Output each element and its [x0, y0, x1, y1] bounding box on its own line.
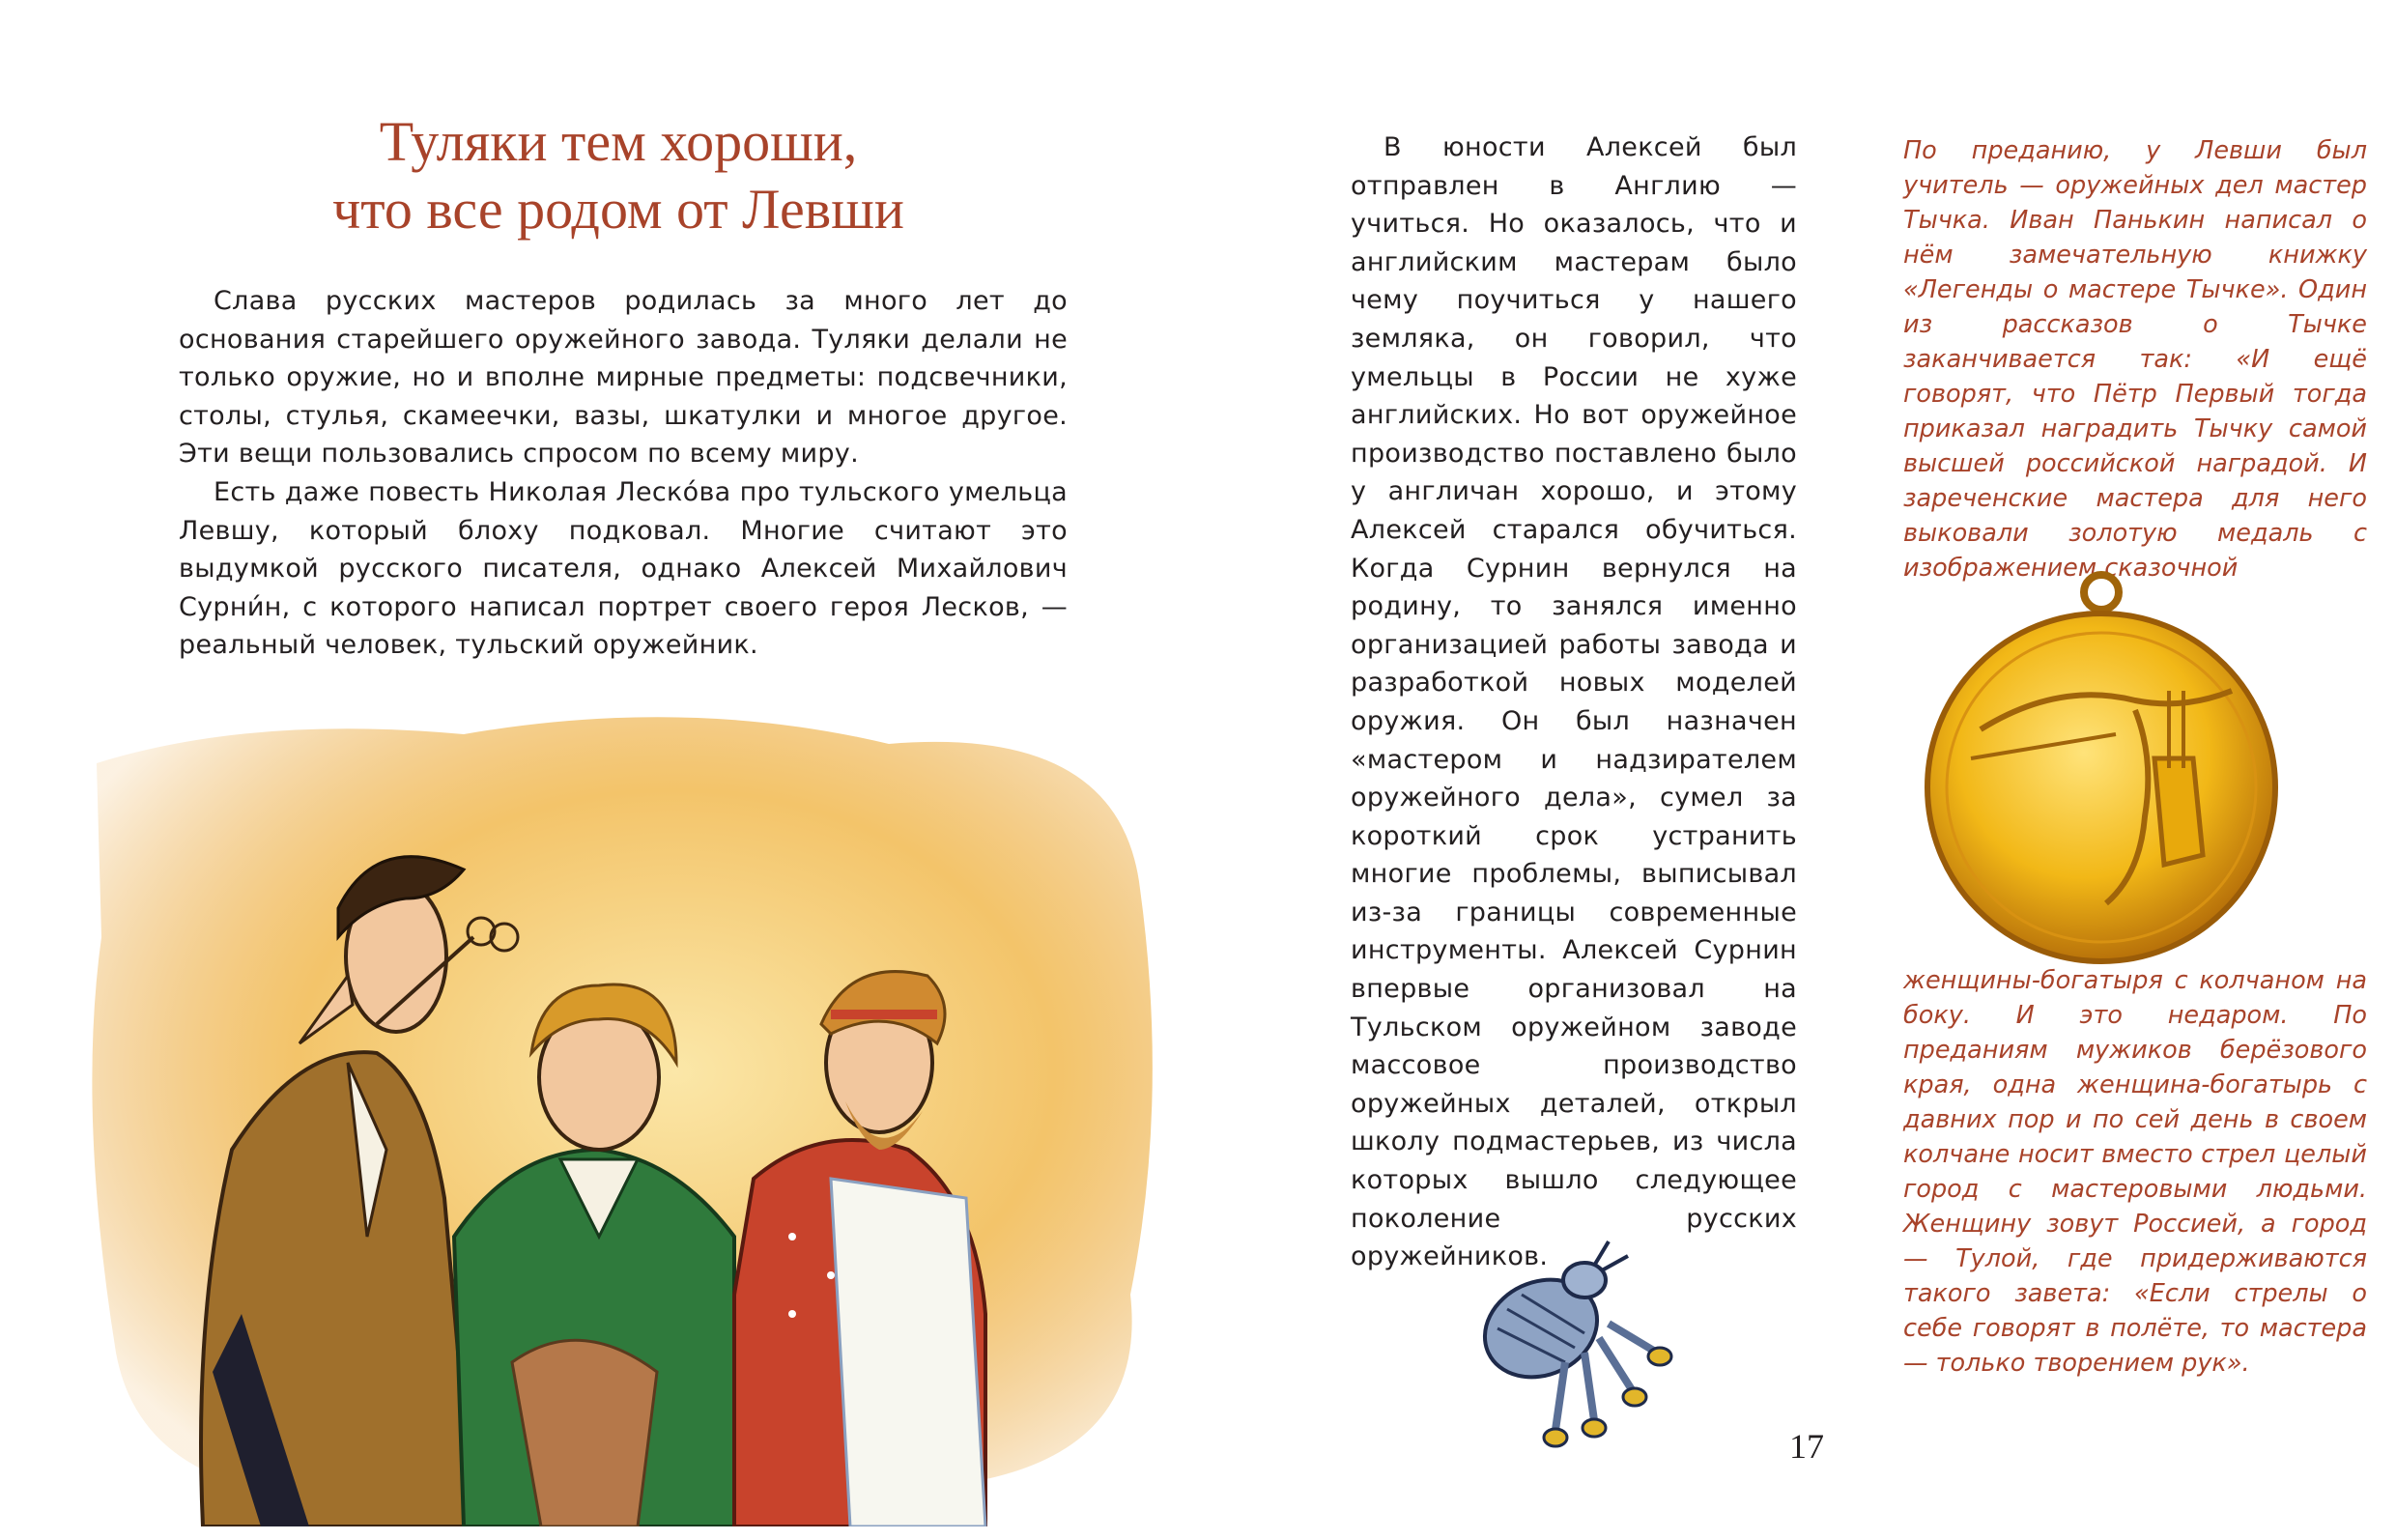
paragraph: Есть даже повесть Николая Леско́ва про тульского умельца Левшу, который блоху подковал. Многие считают это выдумкой русского писателя, однако Алексей Михайлович Сурни́н, с которого написал портрет своего героя Лесков, — реальный человек, тульский оружейник. [179, 476, 1068, 661]
sidebar-paragraph: По преданию, у Левши был учитель — оружейных дел мастер Тычка. Иван Панькин написал о нём замечательную книжку «Легенды о мастере Тычке». Один из рассказов о Тычке заканчивается так: «И ещё говорят, что Пётр Первый тогда приказал наградить Тычку самой высшей российской наградой. И зареченские мастера для него выковали золотую медаль с изображением сказочной [1903, 136, 2367, 583]
title-line-2: что все родом от Левши [332, 178, 904, 241]
left-body-text [179, 282, 1068, 665]
page-number: 17 [1789, 1427, 1824, 1466]
title-line-1: Туляки тем хороши, [379, 110, 858, 173]
steel-flea-image [1449, 1227, 1681, 1478]
gold-medal-image [1913, 565, 2290, 971]
chapter-title [222, 108, 1014, 243]
sidebar-legend-top [1903, 133, 2367, 585]
sidebar-paragraph: женщины-богатыря с колчаном на боку. И это недаром. По преданиям мужиков берёзового края, одна женщина-богатырь с давних пор и по сей день в своем колчане носит вместо стрел целый город с мастеровыми людьми. Женщину зовут Россией, а город — Тулой, где придерживаются такого завета: «Если стрелы о себе говорят в полёте, то мастера — только творением рук». [1903, 966, 2367, 1378]
sidebar-legend-bottom [1903, 963, 2367, 1381]
right-page [1198, 0, 2396, 1540]
paragraph: Слава русских мастеров родилась за много лет до основания старейшего оружейного завода. Туляки делали не только оружие, но и вполне мирные предметы: подсвечники, столы, стулья, скамеечки, вазы, шкатулки и многое другое. Эти вещи пользовались спросом по всему миру. [179, 286, 1068, 470]
craftsmen-illustration [58, 696, 1188, 1526]
paragraph: В юности Алексей был отправлен в Англию — учиться. Но оказалось, что и английским мастерам было чему поучиться у нашего земляка, он говорил, что умельцы в России не хуже английских. Но вот оружейное производство поставлено было у англичан хорошо, и этому Алексей старался обучиться. Когда Сурнин вернулся на родину, то занялся именно организацией работы завода и разработкой новых моделей оружия. Он был назначен «мастером и надзирателем оружейного дела», сумел за короткий срок устранить многие проблемы, выписывал из-за границы современные инструменты. Алексей Сурнин впервые организовал на Тульском оружейном заводе массовое производство оружейных деталей, открыл школу подмастерьев, из числа которых вышло следующее поколение русских оружейников. [1351, 132, 1797, 1272]
main-text-column [1351, 128, 1797, 1276]
